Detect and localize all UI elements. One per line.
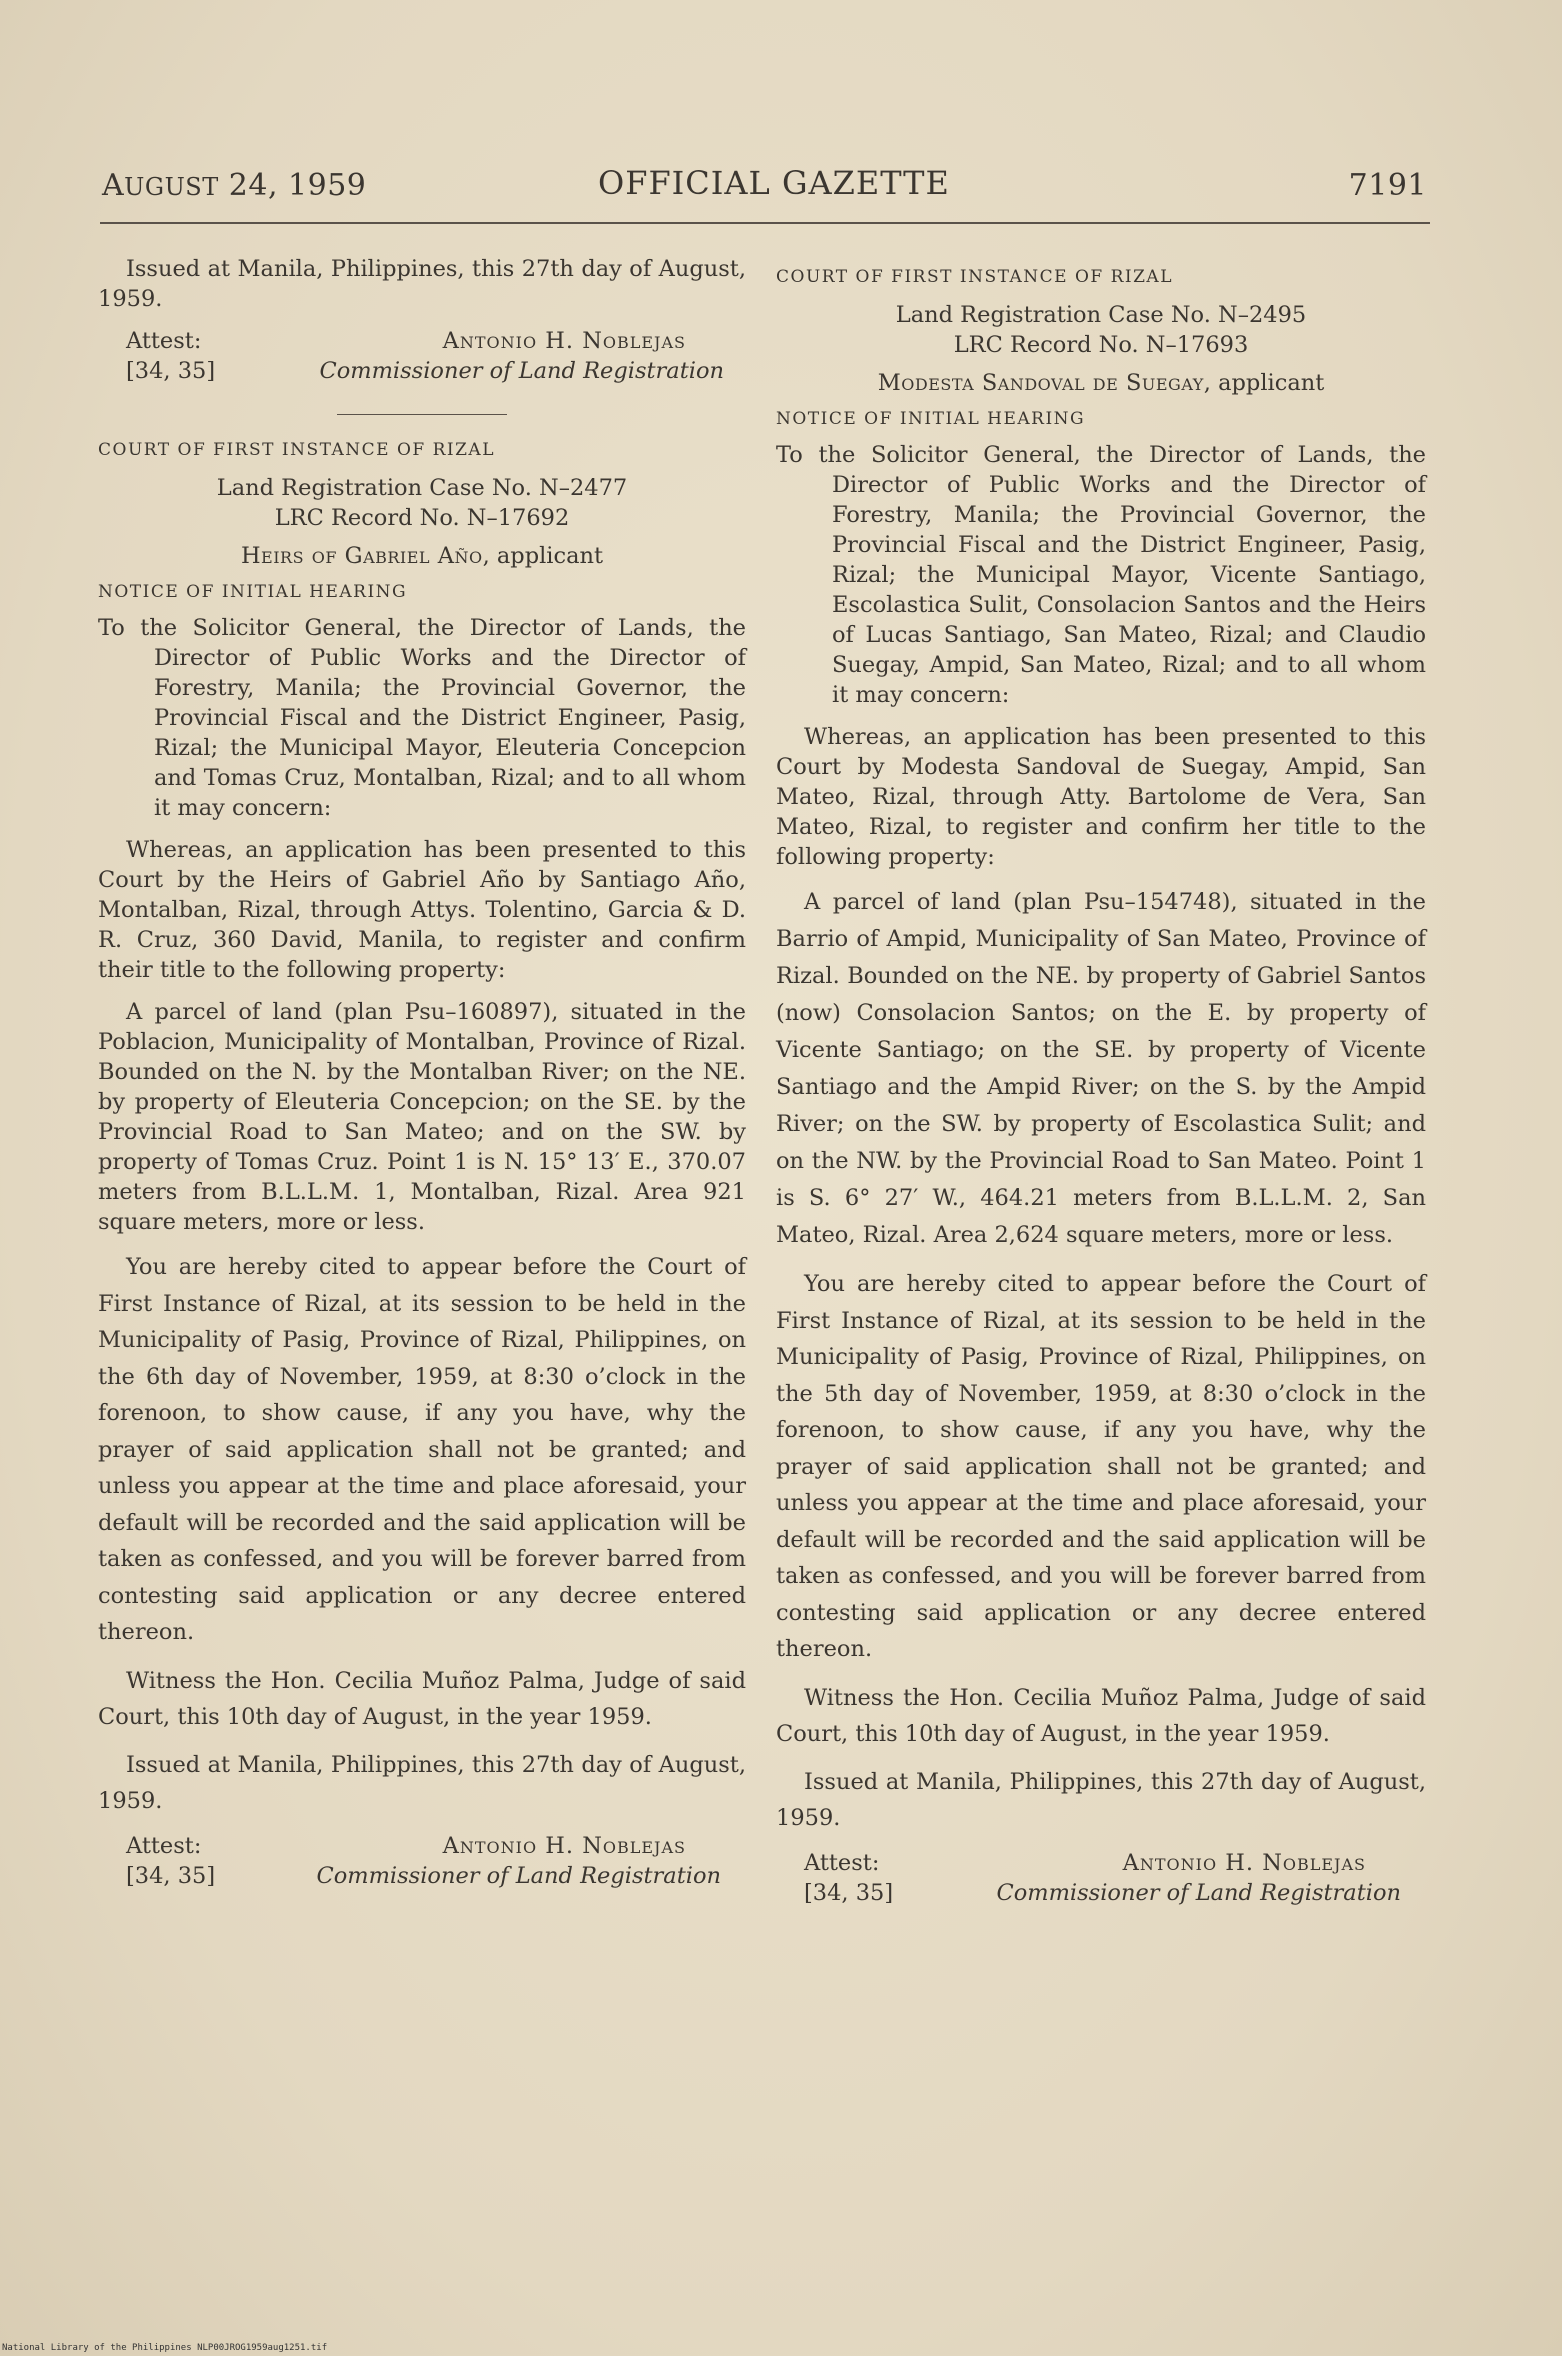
issue-ref: [34, 35] — [126, 1862, 216, 1889]
left-cont-attest — [98, 326, 746, 356]
issued-paragraph: Issued at Manila, Philippines, this 27th day of August, 1959. — [98, 1751, 746, 1814]
notice-heading: NOTICE OF INITIAL HEARING — [776, 409, 1086, 429]
lrc-record: LRC Record No. N–17692 — [274, 505, 570, 531]
whereas-paragraph: Whereas, an application has been presented to this Court by the Heirs of Gabriel Año by Santiago Año, Montalban, Rizal, through Attys. Tolentino, Garcia & D. R. Cruz, 360 David, Manila, to register and confirm their title to the following property: — [98, 837, 746, 983]
section-divider — [337, 414, 507, 415]
whereas-paragraph: Whereas, an application has been presented to this Court by Modesta Sandoval de Suegay, Ampid, San Mateo, Rizal, through Atty. Bartolome de Vera, San Mateo, Rizal, to register and confirm her title to the following property: — [776, 724, 1426, 870]
attest-label: Attest: — [126, 328, 202, 354]
ref-row — [776, 1878, 1426, 1908]
scan-footer: National Library of the Philippines NLP00JROG1959aug1251.tif — [2, 2343, 328, 2353]
court-heading: COURT OF FIRST INSTANCE OF RIZAL — [98, 440, 495, 460]
publication-title: OFFICIAL GAZETTE — [598, 164, 950, 202]
case-number: Land Registration Case No. N–2477 — [216, 475, 628, 501]
issue-ref: [34, 35] — [126, 358, 216, 384]
commissioner-title: Commissioner of Land Registration — [996, 1879, 1401, 1906]
citation-paragraph: You are hereby cited to appear before the Court of First Instance of Rizal, at its session to be held in the Municipality of Pasig, Province of Rizal, Philippines, on the 6th day of November, 1959, at 8:30 o’clock in the forenoon, to show cause, if any you have, why the prayer of said application shall not be granted; and unless you appear at the time and place aforesaid, your default will be recorded and the said application will be taken as confessed, and you will be forever barred from contesting said application or any decree entered thereon. — [98, 1254, 746, 1645]
left-cont-ref — [98, 356, 746, 386]
attest-name: Antonio H. Noblejas — [442, 328, 686, 354]
attest-name: Antonio H. Noblejas — [1122, 1849, 1366, 1876]
citation-paragraph: You are hereby cited to appear before the Court of First Instance of Rizal, at its session to be held in the Municipality of Pasig, Province of Rizal, Philippines, on the 5th day of November, 1959, at 8:30 o’clock in the forenoon, to show cause, if any you have, why the prayer of said application shall not be granted; and unless you appear at the time and place aforesaid, your default will be recorded and the said application will be taken as confessed, and you will be forever barred from contesting said application or any decree entered thereon. — [776, 1271, 1426, 1662]
case-number: Land Registration Case No. N–2495 — [895, 302, 1307, 328]
left-cont-issued: Issued at Manila, Philippines, this 27th day of August, 1959. — [98, 256, 746, 312]
notice-heading: NOTICE OF INITIAL HEARING — [98, 582, 408, 602]
page-number: 7191 — [1348, 168, 1427, 203]
attest-row — [98, 1831, 746, 1861]
ref-row — [98, 1861, 746, 1891]
issue-date: AUGUST 24, 1959 — [102, 168, 367, 203]
addressees: To the Solicitor General, the Director of Lands, the Director of Public Works and the Director of Forestry, Manila; the Provincial Governor, the Provincial Fiscal and the District Engineer, Pasig, Rizal; the Municipal Mayor, Eleuteria Concepcion and Tomas Cruz, Montalban, Rizal; and to all whom it may concern: — [98, 615, 746, 821]
issue-ref: [34, 35] — [804, 1879, 894, 1906]
issued-paragraph: Issued at Manila, Philippines, this 27th day of August, 1959. — [776, 1768, 1426, 1831]
header-rule — [100, 222, 1430, 224]
right-column — [776, 262, 1426, 1908]
applicant-name: Modesta Sandoval de Suegay — [877, 370, 1204, 396]
witness-paragraph: Witness the Hon. Cecilia Muñoz Palma, Judge of said Court, this 10th day of August, in the year 1959. — [776, 1684, 1426, 1747]
attest-label: Attest: — [804, 1849, 880, 1876]
page-header — [102, 164, 1427, 208]
court-heading: COURT OF FIRST INSTANCE OF RIZAL — [776, 267, 1173, 287]
witness-paragraph: Witness the Hon. Cecilia Muñoz Palma, Judge of said Court, this 10th day of August, in the year 1959. — [98, 1667, 746, 1730]
left-column — [98, 250, 746, 1891]
applicant-line — [776, 368, 1426, 398]
addressees: To the Solicitor General, the Director of Lands, the Director of Public Works and the Director of Forestry, Manila; the Provincial Governor, the Provincial Fiscal and the District Engineer, Pasig, Rizal; the Municipal Mayor, Vicente Santiago, Escolastica Sulit, Consolacion Santos and the Heirs of Lucas Santiago, San Mateo, Rizal; and Claudio Suegay, Ampid, San Mateo, Rizal; and to all whom it may concern: — [776, 442, 1426, 708]
applicant-line — [98, 541, 746, 571]
parcel-description: A parcel of land (plan Psu–160897), situated in the Poblacion, Municipality of Montalban, Province of Rizal. Bounded on the N. by the Montalban River; on the NE. by property of Eleuteria Concepcion; on the SE. by the Provincial Road to San Mateo; and on the SW. by property of Tomas Cruz. Point 1 is N. 15° 13′ E., 370.07 meters from B.L.L.M. 1, Montalban, Rizal. Area 921 square meters, more or less. — [98, 999, 746, 1235]
lrc-record: LRC Record No. N–17693 — [953, 332, 1249, 358]
attest-row — [776, 1848, 1426, 1878]
applicant-name: Heirs of Gabriel Año — [240, 543, 483, 569]
commissioner-title: Commissioner of Land Registration — [319, 358, 724, 384]
commissioner-title: Commissioner of Land Registration — [316, 1862, 721, 1889]
attest-label: Attest: — [126, 1832, 202, 1859]
parcel-description: A parcel of land (plan Psu–154748), situated in the Barrio of Ampid, Municipality of San Mateo, Province of Rizal. Bounded on the NE. by property of Gabriel Santos (now) Consolacion Santos; on the E. by property of Vicente Santiago; on the SE. by property of Vicente Santiago and the Ampid River; on the S. by the Ampid River; on the SW. by property of Escolastica Sulit; and on the NW. by the Provincial Road to San Mateo. Point 1 is S. 6° 27′ W., 464.21 meters from B.L.L.M. 2, San Mateo, Rizal. Area 2,624 square meters, more or less. — [776, 889, 1426, 1248]
applicant-suffix: , applicant — [482, 543, 604, 569]
applicant-suffix: , applicant — [1203, 370, 1325, 396]
attest-name: Antonio H. Noblejas — [442, 1832, 686, 1859]
